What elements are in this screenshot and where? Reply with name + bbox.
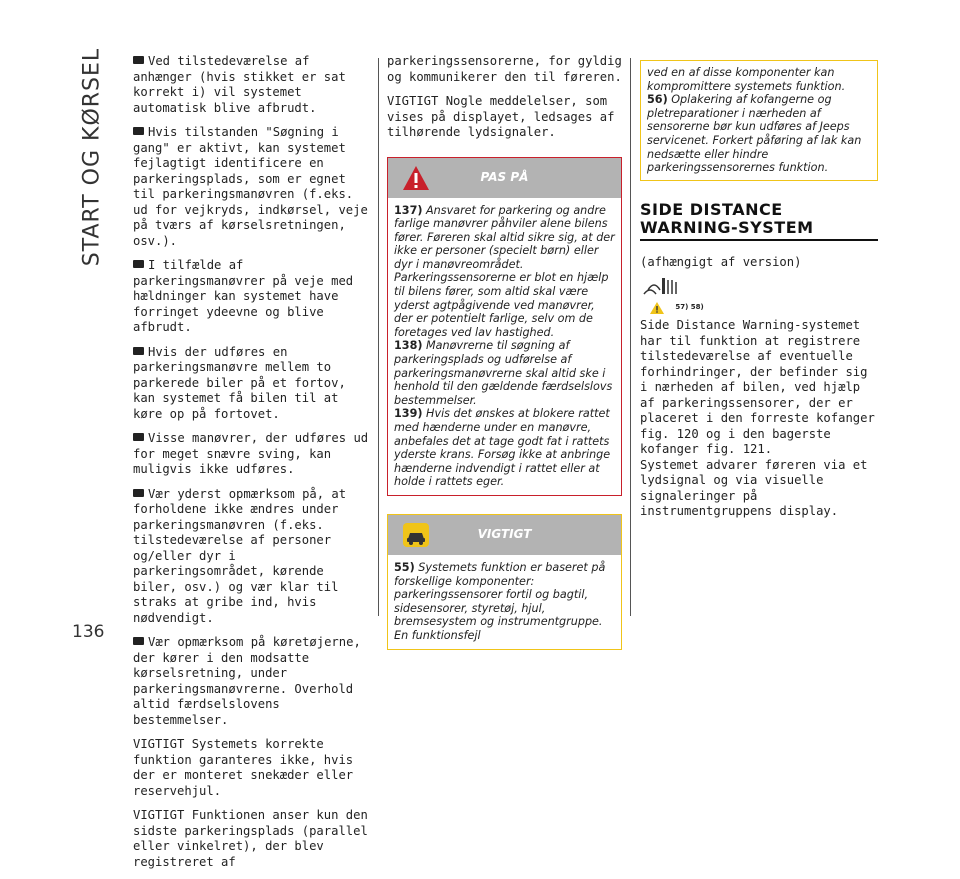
paragraph: parkeringssensorerne, for gyldig og kommunikerer den til føreren. <box>387 54 622 84</box>
warning-item: 138) Manøvrerne til søgning af parkeringsplads og udførelse af parkeringsmanøvrerne skal altid ske i henhold til den gældende færdselslovs bestemmelser. <box>394 339 613 407</box>
chapter-side-title <box>72 47 112 267</box>
important-box <box>387 514 622 650</box>
paragraph: VIGTIGT Nogle meddelelser, som vises på displayet, ledsages af tilhørende lydsignaler. <box>387 94 615 139</box>
section-heading: SIDE DISTANCE WARNING-SYSTEM <box>640 199 814 237</box>
column-divider-1 <box>378 58 379 616</box>
important-body <box>388 555 621 649</box>
warning-item: 137) Ansvaret for parkering og andre farlige manøvrer påhviler alene bilens fører. Føreren skal altid sikre sig, at der ikke er personer (specielt børn) eller dyr i manøvreområdet. Parkeringssensorerne er blot en hjælp til bilens fører, som altid skal være yderst agtpågivende ved manøvrer, der er potentielt farlige, selv om de foretages ved lav hastighed. <box>394 203 615 339</box>
bullet-icon <box>133 260 144 268</box>
important-item: 56) Oplakering af kofangerne og pletreparationer i nærheden af sensorerne bør kun udføres af Jeeps servicenet. Forkert påføring af lak kan nedsætte eller hindre parkeringssensorernes funktion. <box>647 93 862 175</box>
bullet-icon <box>133 127 144 135</box>
bullet-item: Hvis der udføres en parkeringsmanøvre mellem to parkerede biler på et fortov, kan systemet få bilen til at køre op på fortovet. <box>133 344 346 421</box>
column-divider-2 <box>630 58 631 616</box>
bullet-item: I tilfælde af parkeringsmanøvrer på veje med hældninger kan systemet have forringet ydeevne og blive afbrudt. <box>133 258 354 334</box>
bullet-icon <box>133 347 144 355</box>
bullet-item: Vær yderst opmærksom på, at forholdene ikke ændres under parkeringsmanøvren (f.eks. tilstedeværelse af personer og/eller dyr i parkeringsområdet, kørende biler, osv.) og vær klar til straks at gribe ind, hvis nødvendigt. <box>133 486 347 625</box>
footnote-refs: 57) 58) <box>675 303 704 312</box>
bullet-item: Ved tilstedeværelse af anhænger (hvis stikket er sat korrekt i) vil systemet automatisk blive afbrudt. <box>133 54 346 115</box>
bullet-icon <box>133 433 144 441</box>
bullet-icon <box>133 489 144 497</box>
bullet-icon <box>133 637 144 645</box>
important-box-continued <box>640 60 878 181</box>
warning-header <box>388 158 621 198</box>
warning-item: 139) Hvis det ønskes at blokere rattet med hænderne under en manøvre, anbefales det at tage godt fat i rattets yderste krans. Forsøg ikke at anbringe hænderne indvendigt i rattet eller at holde i rattets eger. <box>394 407 611 489</box>
column-1 <box>133 54 371 879</box>
paragraph: VIGTIGT Systemets korrekte funktion garanteres ikke, hvis der er monteret snekæder eller reservehjul. <box>133 737 354 798</box>
page-number: 136 <box>72 622 105 642</box>
warning-body <box>388 198 621 495</box>
paragraph: Side Distance Warning-systemet har til funktion at registrere tilstedeværelse af eventuelle forhindringer, der befinder sig i nærheden af bilen, ved hjælp af parkeringssensorer, der er placeret i den forreste kofanger fig. 120 og i den bagerste kofanger fig. 121. <box>640 318 875 457</box>
important-item: 55) Systemets funktion er baseret på forskellige komponenter: parkeringssensorer fortil og bagtil, sidesensorer, styretøj, hjul, bremsesystem og instrumentgruppe. En funktionsfejl <box>394 560 606 642</box>
warning-title: PAS PÅ <box>480 169 529 184</box>
column-3 <box>640 60 878 520</box>
bullet-list <box>133 54 371 728</box>
bullet-item: Vær opmærksom på køretøjerne, der kører i den modsatte kørselsretning, under parkeringsmanøvrerne. Overhold altid færdselslovens bestemmelser. <box>133 635 361 727</box>
sensor-waves-icon <box>640 274 682 298</box>
sensor-icon-row <box>640 274 878 300</box>
bullet-item: Hvis tilstanden "Søgning i gang" er aktivt, kan systemet fejlagtigt identificere en parkeringsplads, som er egnet til parkeringsmanøvren (f.eks. ud for vejkryds, indkørsel, veje på tværs af kørselsretningen, osv.). <box>133 125 368 248</box>
caution-small-icon <box>650 302 664 314</box>
heading-rule <box>640 239 878 241</box>
important-header <box>388 515 621 555</box>
important-title: VIGTIGT <box>477 526 532 541</box>
bullet-icon <box>133 56 144 64</box>
bullet-item: Visse manøvrer, der udføres ud for meget snævre sving, kan muligvis ikke udføres. <box>133 431 369 476</box>
refs-row <box>640 300 878 316</box>
version-note: (afhængigt af version) <box>640 254 802 269</box>
paragraph: VIGTIGT Funktionen anser kun den sidste parkeringsplads (parallel eller vinkelret), der blev registreret af <box>133 808 368 869</box>
column-2 <box>387 54 622 664</box>
warning-box <box>387 157 622 496</box>
paragraph: Systemet advarer føreren via et lydsignal og via visuelle signaleringer på instrumentgruppens display. <box>640 457 868 519</box>
chapter-title-text: START OG KØRSEL <box>79 47 105 267</box>
important-lead: ved en af disse komponenter kan kompromittere systemets funktion. <box>647 66 846 93</box>
